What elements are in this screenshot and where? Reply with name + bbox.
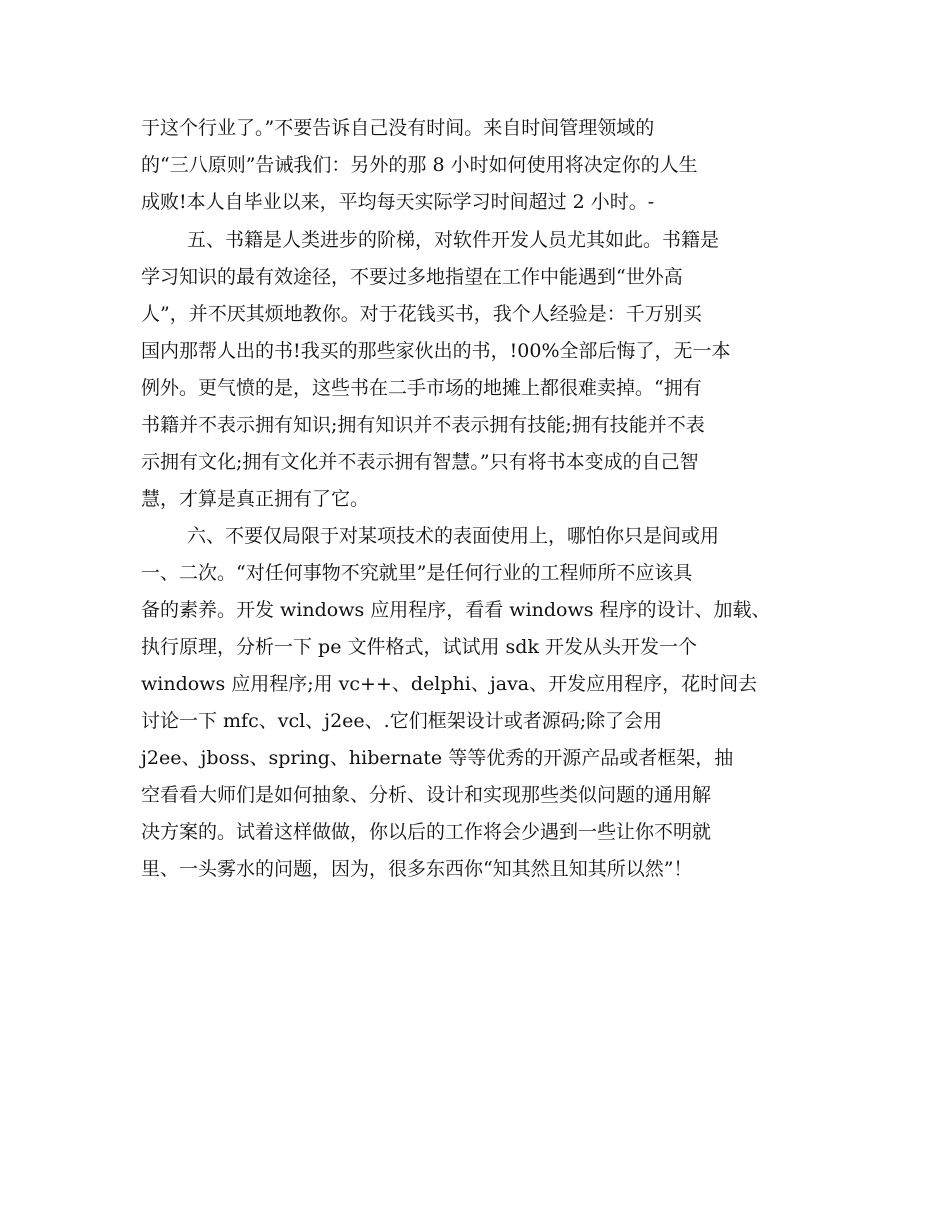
paragraph-six-line-6: 讨论一下 mfc、vcl、j2ee、.它们框架设计或者源码;除了会用 (141, 710, 663, 732)
paragraph-six-line-4: 执行原理，分析一下 pe 文件格式，试试用 sdk 开发从头开发一个 (141, 636, 697, 658)
paragraph-six-line-5: windows 应用程序;用 vc++、delphi、java、开发应用程序，花时间去 (141, 673, 758, 695)
paragraph-six-line-7: j2ee、jboss、spring、hibernate 等等优秀的开源产品或者框架，抽 (141, 747, 734, 769)
paragraph-five-line-8: 慧，才算是真正拥有了它。 (141, 488, 370, 510)
paragraph-five-line-4: 国内那帮人出的书!我买的那些家伙出的书，!00%全部后悔了，无一本 (141, 340, 731, 362)
paragraph-five-line-3: 人”，并不厌其烦地教你。对于花钱买书，我个人经验是：千万别买 (141, 303, 702, 325)
paragraph-six-line-10: 里、一头雾水的问题，因为，很多东西你“知其然且知其所以然”！ (141, 858, 693, 880)
paragraph-six-line-8: 空看看大师们是如何抽象、分析、设计和实现那些类似问题的通用解 (141, 784, 712, 806)
paragraph-six-line-3: 备的素养。开发 windows 应用程序，看看 windows 程序的设计、加载、 (141, 599, 771, 621)
paragraph-five-line-5: 例外。更气愤的是，这些书在二手市场的地摊上都很难卖掉。“拥有 (141, 377, 702, 399)
paragraph-tail-line-3: 成败!本人自毕业以来，平均每天实际学习时间超过 2 小时。- (141, 191, 655, 213)
paragraph-tail-line-1: 于这个行业了。”不要告诉自己没有时间。来自时间管理领域的 (141, 117, 655, 139)
paragraph-five-line-6: 书籍并不表示拥有知识;拥有知识并不表示拥有技能;拥有技能并不表 (141, 414, 705, 436)
paragraph-six-line-2: 一、二次。“对任何事物不究就里”是任何行业的工程师所不应该具 (141, 562, 693, 584)
paragraph-tail-line-2: 的“三八原则”告诫我们：另外的那 8 小时如何使用将决定你的人生 (141, 154, 698, 176)
paragraph-five-line-1: 五、书籍是人类进步的阶梯，对软件开发人员尤其如此。书籍是 (187, 229, 720, 251)
paragraph-five-line-7: 示拥有文化;拥有文化并不表示拥有智慧。”只有将书本变成的自己智 (141, 451, 699, 473)
paragraph-six-line-1: 六、不要仅局限于对某项技术的表面使用上，哪怕你只是间或用 (187, 525, 720, 547)
paragraph-six-line-9: 决方案的。试着这样做做，你以后的工作将会少遇到一些让你不明就 (141, 821, 712, 843)
paragraph-five-line-2: 学习知识的最有效途径，不要过多地指望在工作中能遇到“世外高 (141, 266, 683, 288)
